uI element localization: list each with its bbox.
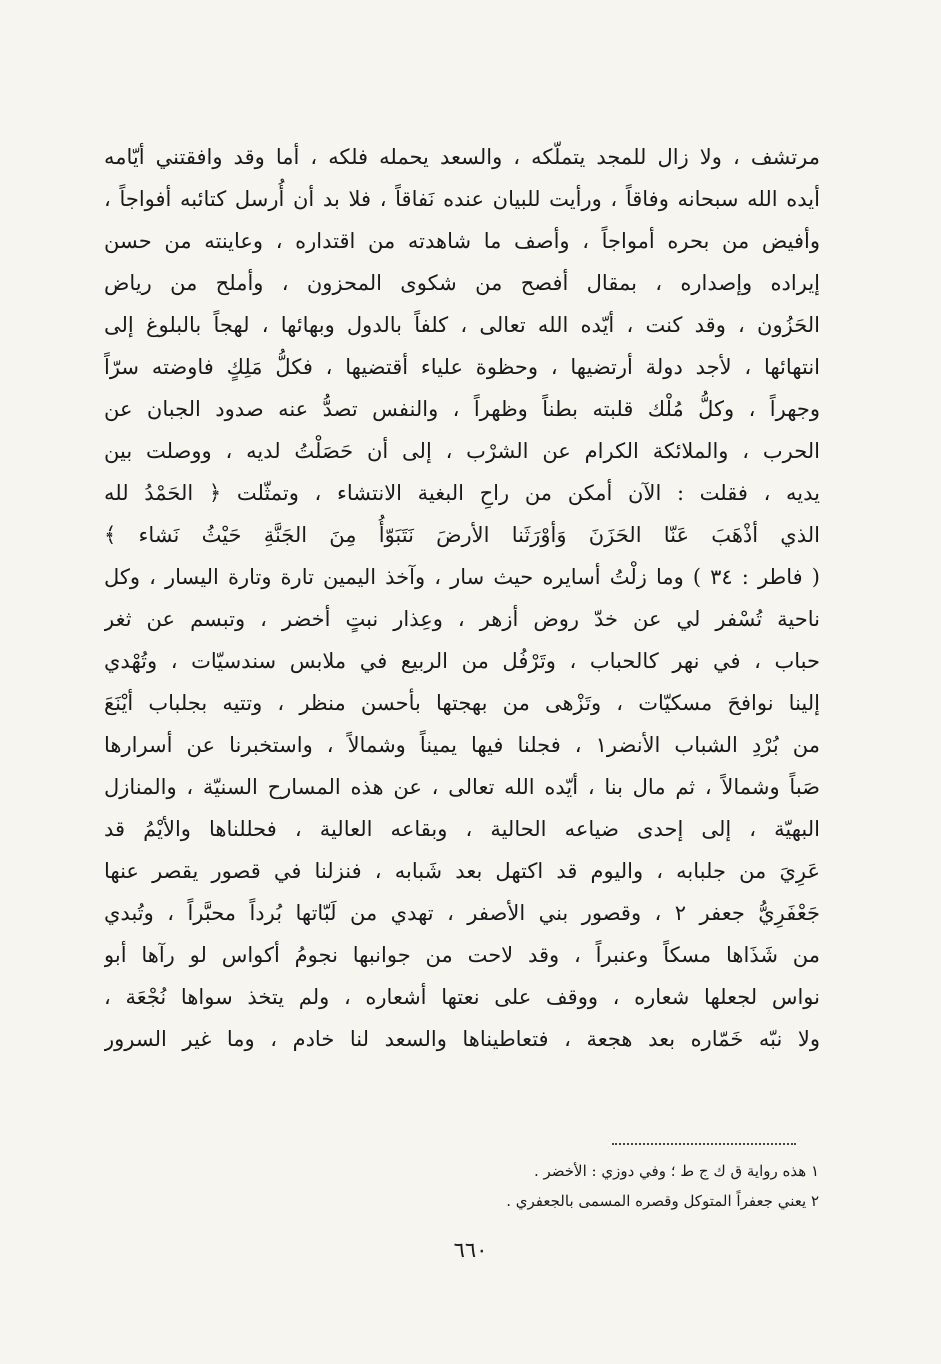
text-line: وأفيض من بحره أمواجاً ، وأصف ما شاهدته من اقتداره ، وعاينته من حسن bbox=[104, 229, 820, 253]
text-line: مرتشف ، ولا زال للمجد يتملّكه ، والسعد يحمله فلكه ، أما وقد وافقتني أيّامه bbox=[104, 145, 820, 169]
text-line: ولا نبّه خَمّاره بعد هجعة ، فتعاطيناها والسعد لنا خادم ، وما غير السرور bbox=[104, 1027, 820, 1051]
text-line: وجهراً ، وكلُّ مُلْك قلبته بطناً وظهراً ، والنفس تصدُّ عنه صدود الجبان عن bbox=[104, 397, 820, 421]
text-line: ( فاطر : ٣٤ ) وما زلْتُ أسايره حيث سار ، وآخذ اليمين تارة وتارة اليسار ، وكل bbox=[104, 565, 820, 589]
page-number: ٦٦٠ bbox=[453, 1238, 488, 1262]
footnote-separator bbox=[612, 1143, 796, 1145]
text-line: أيده الله سبحانه وفاقاً ، ورأيت للبيان عنده نَفاقاً ، فلا بد أن أُرسل كتائبه أفواجاً ، bbox=[104, 187, 820, 211]
footnote-2: ٢ يعني جعفراً المتوكل وقصره المسمى بالجعفري . bbox=[506, 1192, 819, 1210]
footnotes bbox=[359, 1156, 819, 1216]
text-line: عَرِيَ من جلبابه ، واليوم قد اكتهل بعد شَبابه ، فنزلنا في قصور يقصر عنها bbox=[104, 859, 820, 883]
text-line: من بُرْدِ الشباب الأنضر١ ، فجلنا فيها يميناً وشمالاً ، واستخبرنا عن أسرارها bbox=[104, 733, 820, 757]
text-line: الحَزُون ، وقد كنت ، أيّده الله تعالى ، كلفاً بالدول وبهائها ، لهجاً بالبلوغ إلى bbox=[104, 313, 820, 337]
text-line: من شَذَاها مسكاً وعنبراً ، وقد لاحت من جوانبها نجومُ أكواس لو رآها أبو bbox=[104, 943, 820, 967]
text-line: يديه ، فقلت : الآن أمكن من راحِ البغية الانتشاء ، وتمثّلت ﴿ الحَمْدُ لله bbox=[104, 481, 820, 505]
footnote-1: ١ هذه رواية ق ك ج ط ؛ وفي دوزي : الأخضر . bbox=[533, 1162, 819, 1180]
text-line: إيراده وإصداره ، بمقال أفصح من شكوى المحزون ، وأملح من رياض bbox=[104, 271, 820, 295]
text-line: حباب ، في نهر كالحباب ، وتَرْفُل من الربيع في ملابس سندسيّات ، وتُهْدي bbox=[104, 649, 820, 673]
text-line: انتهائها ، لأجد دولة أرتضيها ، وحظوة علياء أقتضيها ، فكلُّ مَلِكٍ فاوضته سرّاً bbox=[104, 355, 820, 379]
text-line: البهيّة ، إلى إحدى ضياعه الحالية ، وبقاعه العالية ، فحللناها والأيْمُ قد bbox=[104, 817, 820, 841]
body-text bbox=[104, 136, 820, 1060]
text-line: جَعْفَرِيُّ جعفر ٢ ، وقصور بني الأصفر ، تهدي من لَبّاتها بُرداً محبَّراً ، وتُبدي bbox=[104, 901, 820, 925]
text-line: الذي أذْهَبَ عَنّا الحَزَنَ وَأوْرَثَنا الأرضَ نَتَبَوّأُ مِنَ الجَنَّةِ حَيْثُ نَشاء ﴾ bbox=[104, 523, 820, 547]
text-line: ناحية تُسْفر لي عن خدّ روض أزهر ، وعِذار نبتٍ أخضر ، وتبسم عن ثغر bbox=[104, 607, 820, 631]
text-line: الحرب ، والملائكة الكرام عن الشرْب ، إلى أن حَصَلْتُ لديه ، ووصلت بين bbox=[104, 439, 820, 463]
text-line: صَباً وشمالاً ، ثم مال بنا ، أيّده الله تعالى ، عن هذه المسارح السنيّة ، والمنازل bbox=[104, 775, 820, 799]
text-line: نواس لجعلها شعاره ، ووقف على نعتها أشعاره ، ولم يتخذ سواها نُجْعَة ، bbox=[104, 985, 820, 1009]
text-line: إلينا نوافحَ مسكيّات ، وتَزْهى من بهجتها بأحسن منظر ، وتتيه بجلباب أيْنَعَ bbox=[104, 691, 820, 715]
